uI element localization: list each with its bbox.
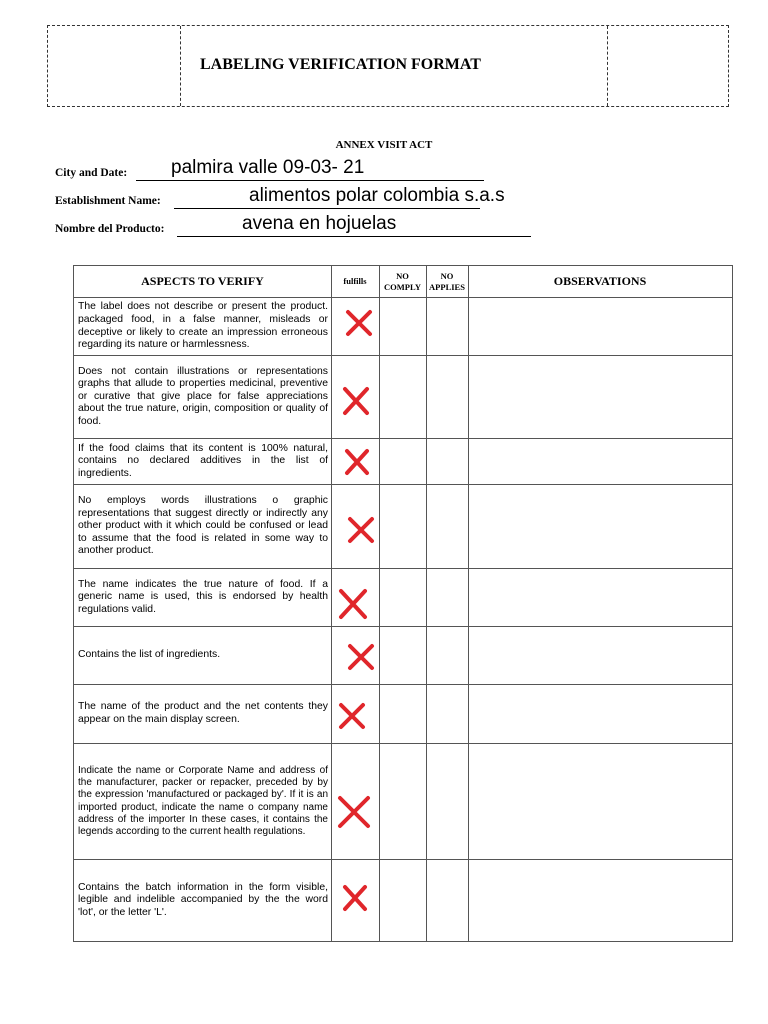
form-title: LABELING VERIFICATION FORMAT	[200, 56, 481, 73]
aspect-text: Contains the batch information in the form visible, legible and indelible accompanied by the the word 'lot', or the letter 'L'.	[78, 881, 328, 918]
x-mark-icon[interactable]	[344, 448, 370, 476]
header-no-comply: NO COMPLY	[384, 270, 421, 292]
header-aspects: ASPECTS TO VERIFY	[141, 274, 264, 288]
header-fulfills: fulfills	[343, 276, 367, 287]
product-value[interactable]: avena en hojuelas	[242, 213, 397, 234]
header-no-applies: NO APPLIES	[429, 270, 465, 292]
establishment-line	[174, 208, 480, 209]
product-line	[177, 236, 531, 237]
aspect-text: No employs words illustrations o graphic representations that suggest directly or indirectly any other product with it which could be confused or lead to assume that the food is related in some way to another product.	[78, 495, 328, 557]
aspect-text: Indicate the name or Corporate Name and address of the manufacturer, packer or repacker, preceded by by the expression 'manufactured or packaged by'. If it is an imported product, indicate the name o company name address of the importer In these cases, it contains the legends according to the current health regulations.	[78, 764, 328, 837]
aspect-text: The label does not describe or present the product. packaged food, in a false manner, misleads or deceptive or likely to create an impression erroneous regarding its nature or harmlessness.	[78, 301, 328, 351]
column-divider	[379, 266, 380, 941]
column-divider	[331, 266, 332, 941]
product-label: Nombre del Producto:	[55, 223, 165, 235]
column-divider	[426, 266, 427, 941]
establishment-value[interactable]: alimentos polar colombia s.a.s	[249, 185, 505, 206]
city-date-value[interactable]: palmira valle 09-03- 21	[171, 157, 365, 178]
aspect-text: Does not contain illustrations or representations graphs that allude to properties medicinal, preventive or curative that give place for false appreciations about the true nature, origin, composition or quality of food.	[78, 365, 328, 427]
aspect-text: The name of the product and the net contents they appear on the main display screen.	[78, 701, 328, 725]
x-mark-icon[interactable]	[338, 702, 366, 730]
column-divider	[468, 266, 469, 941]
city-date-label: City and Date:	[55, 167, 128, 179]
x-mark-icon[interactable]	[337, 795, 371, 829]
x-mark-icon[interactable]	[347, 516, 375, 544]
x-mark-icon[interactable]	[347, 643, 375, 671]
header-divider-right	[607, 26, 608, 106]
aspect-text: The name indicates the true nature of food. If a generic name is used, this is endorsed by health regulations valid.	[78, 578, 328, 615]
city-date-line	[136, 180, 484, 181]
aspect-text: Contains the list of ingredients.	[78, 649, 221, 661]
annex-title: ANNEX VISIT ACT	[335, 139, 433, 151]
header-observations: OBSERVATIONS	[553, 274, 647, 288]
x-mark-icon[interactable]	[338, 588, 368, 620]
establishment-label: Establishment Name:	[55, 195, 161, 207]
aspect-text: If the food claims that its content is 100% natural, contains no declared additives in the list of ingredients.	[78, 442, 328, 479]
verification-table	[73, 265, 733, 942]
header-divider-left	[180, 26, 181, 106]
x-mark-icon[interactable]	[342, 386, 370, 416]
x-mark-icon[interactable]	[345, 309, 373, 337]
x-mark-icon[interactable]	[342, 884, 368, 912]
